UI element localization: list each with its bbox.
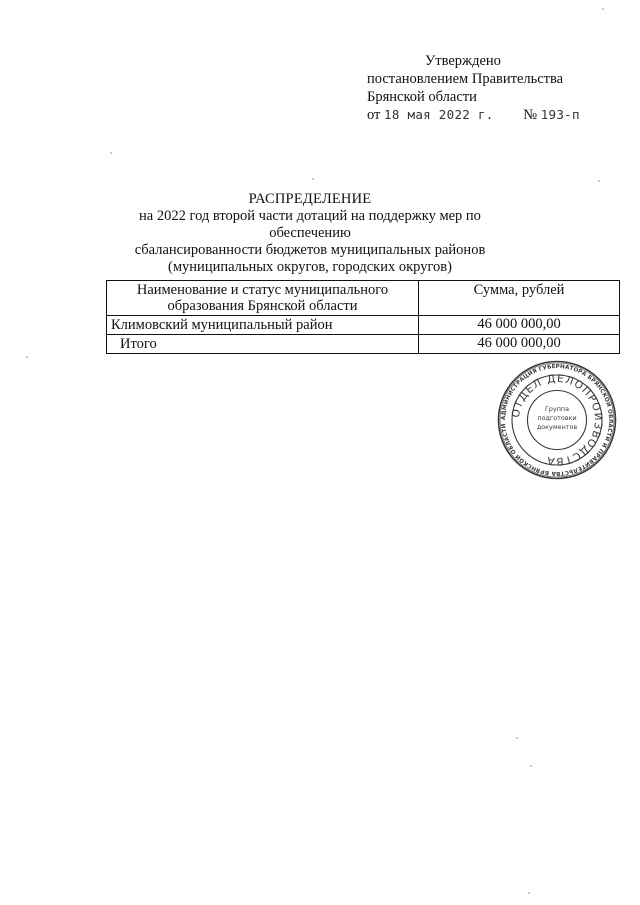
title-line-1: на 2022 год второй части дотаций на поддержку мер по обеспечению — [139, 208, 481, 241]
svg-text:подготовки: подготовки — [537, 414, 577, 422]
scan-speck — [26, 356, 28, 358]
header-amount: Сумма, рублей — [419, 281, 620, 316]
header-municipality: Наименование и статус муниципального образования Брянской области — [107, 281, 419, 316]
scan-speck — [516, 737, 518, 739]
scan-speck — [110, 152, 112, 154]
approval-number: 193-п — [540, 107, 580, 122]
total-label: Итого — [107, 335, 419, 354]
table-header-row — [107, 281, 620, 316]
title-line-3: (муниципальных округов, городских округов) — [168, 259, 452, 275]
scan-speck — [530, 765, 532, 767]
document-title — [100, 191, 520, 276]
scan-speck — [598, 180, 600, 182]
scan-speck — [312, 178, 314, 180]
table-total-row — [107, 335, 620, 354]
svg-text:ОТДЕЛ ДЕЛОПРОИЗВОДСТВА: ОТДЕЛ ДЕЛОПРОИЗВОДСТВА — [509, 372, 605, 468]
scan-speck — [528, 892, 530, 894]
table-row — [107, 316, 620, 335]
svg-text:Группа: Группа — [544, 405, 570, 413]
approval-block — [367, 52, 627, 124]
distribution-table — [106, 280, 620, 354]
scan-speck — [602, 8, 604, 10]
title-line-2: сбалансированности бюджетов муниципальных районов — [134, 242, 486, 258]
row-amount: 46 000 000,00 — [419, 316, 620, 335]
approval-resolution: постановлением Правительства — [367, 71, 564, 87]
row-municipality-name: Климовский муниципальный район — [107, 316, 419, 335]
approval-region: Брянской области — [367, 89, 477, 105]
total-amount: 46 000 000,00 — [419, 335, 620, 354]
approval-date: 18 мая 2022 г. — [384, 107, 494, 122]
office-stamp-seal — [497, 360, 617, 480]
svg-text:АДМИНИСТРАЦИЯ ГУБЕРНАТОРА БРЯН: АДМИНИСТРАЦИЯ ГУБЕРНАТОРА БРЯНСКОЙ ОБЛАСТИ И ПРАВИТЕЛЬСТВА БРЯНСКОЙ ОБЛАСТИ — [500, 363, 614, 477]
title-heading: РАСПРЕДЕЛЕНИЕ — [248, 191, 372, 207]
approval-date-line — [367, 106, 627, 124]
approval-heading: Утверждено — [425, 53, 501, 69]
approval-number-sign: № — [523, 107, 538, 123]
approval-date-prefix: от — [367, 107, 381, 123]
svg-text:документов: документов — [536, 423, 578, 431]
